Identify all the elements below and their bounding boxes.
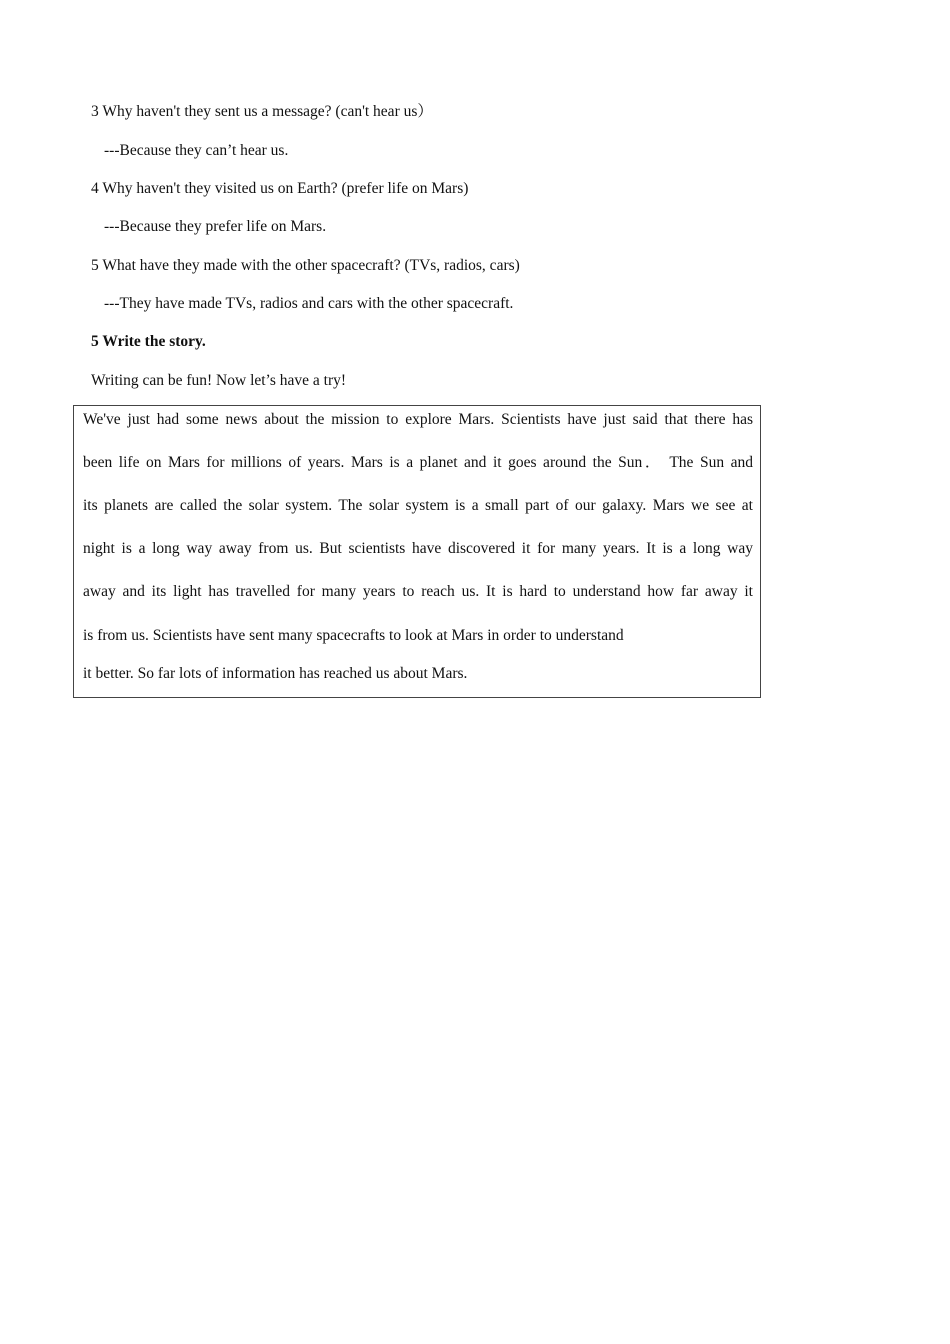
answer-5: ---They have made TVs, radios and cars with the other spacecraft. [104, 295, 514, 312]
answer-4: ---Because they prefer life on Mars. [104, 218, 327, 235]
story-line-5: away and its light has travelled for many years to reach us. It is hard to understand how far away it [83, 583, 753, 600]
story-line-3: its planets are called the solar system. The solar system is a small part of our galaxy. Mars we see at [83, 497, 753, 514]
question-3: 3 Why haven't they sent us a message? (can't hear us） [91, 103, 433, 120]
story-line-4: night is a long way away from us. But scientists have discovered it for many years. It is a long way [83, 540, 753, 557]
section-intro: Writing can be fun! Now let’s have a try! [91, 372, 347, 389]
story-line-2: been life on Mars for millions of years. Mars is a planet and it goes around the Sun． The Sun and [83, 454, 753, 471]
question-5: 5 What have they made with the other spacecraft? (TVs, radios, cars) [91, 257, 520, 274]
section-heading: 5 Write the story. [91, 333, 206, 350]
question-4: 4 Why haven't they visited us on Earth? (prefer life on Mars) [91, 180, 469, 197]
answer-3: ---Because they can’t hear us. [104, 142, 289, 159]
story-line-1: We've just had some news about the mission to explore Mars. Scientists have just said that there has [83, 411, 753, 428]
story-line-7: it better. So far lots of information has reached us about Mars. [83, 665, 468, 682]
story-line-6: is from us. Scientists have sent many spacecrafts to look at Mars in order to understand [83, 627, 624, 644]
story-box [73, 405, 761, 698]
